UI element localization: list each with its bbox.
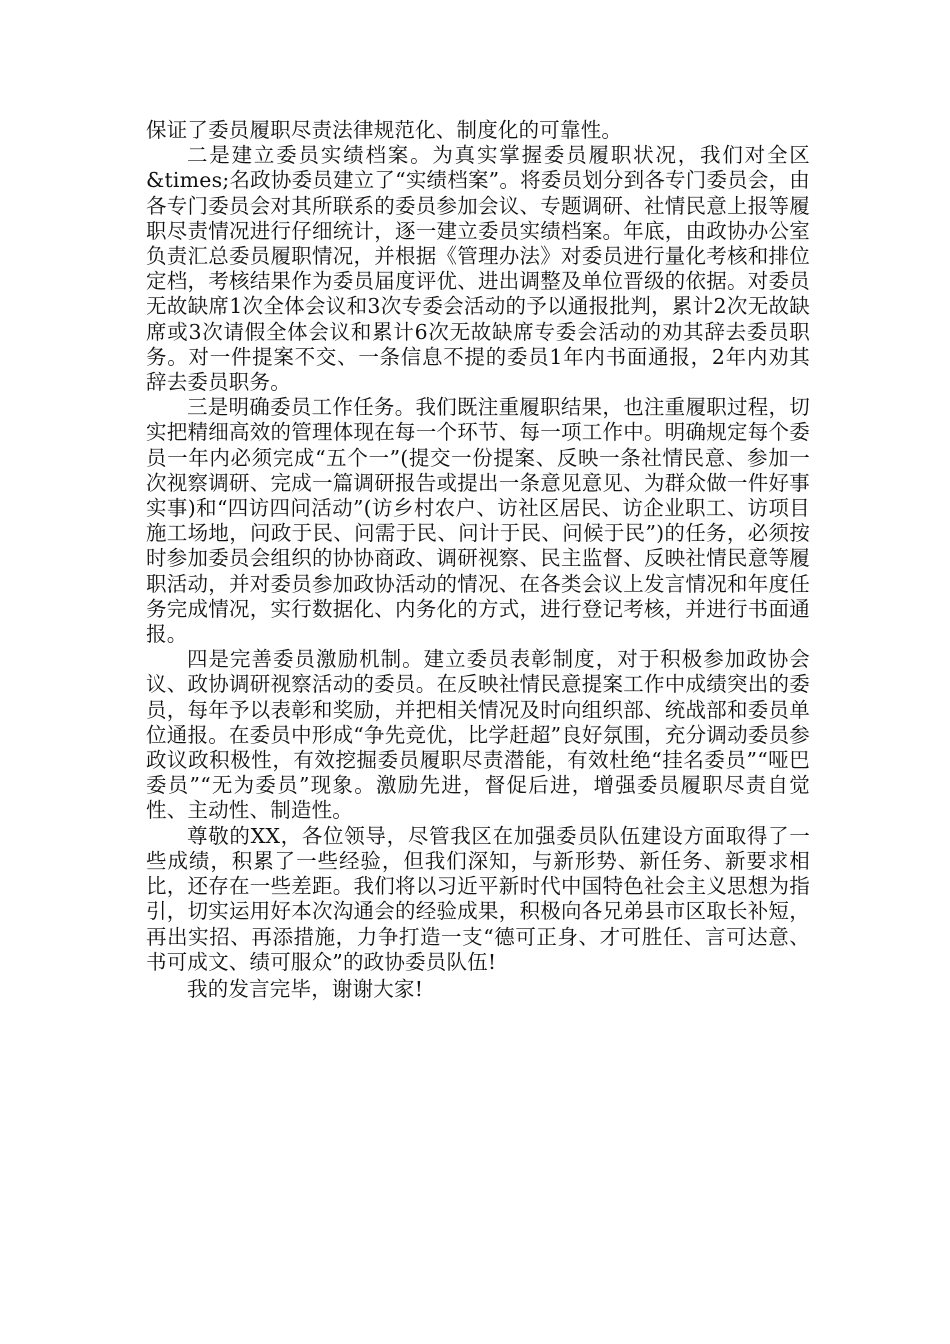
paragraph-conclusion: 尊敬的XX，各位领导，尽管我区在加强委员队伍建设方面取得了一些成绩，积累了一些经验，但我们深知，与新形势、新任务、新要求相比，还存在一些差距。我们将以习近平新时代中国特色社会主义思想为指引，切实运用好本次沟通会的经验成果，积极向各兄弟县市区取长补短，再出实招、再添措施，力争打造一支“德可正身、才可胜任、言可达意、书可成文、绩可服众”的政协委员队伍! xyxy=(146,823,810,974)
paragraph-work-tasks: 三是明确委员工作任务。我们既注重履职结果，也注重履职过程，切实把精细高效的管理体现在每一个环节、每一项工作中。明确规定每个委员一年内必须完成“五个一”(提交一份提案、反映一条社情民意、参加一次视察调研、完成一篇调研报告或提出一条意见意见、为群众做一件好事实事)和“四访四问活动”(访乡村农户、访社区居民、访企业职工、访项目施工场地，问政于民、问需于民、问计于民、问候于民”)的任务，必须按时参加委员会组织的协协商政、调研视察、民主监督、反映社情民意等履职活动，并对委员参加政协活动的情况、在各类会议上发言情况和年度任务完成情况，实行数据化、内务化的方式，进行登记考核，并进行书面通报。 xyxy=(146,395,810,647)
paragraph-performance-archive: 二是建立委员实绩档案。为真实掌握委员履职状况，我们对全区&times;名政协委员建立了“实绩档案”。将委员划分到各专门委员会，由各专门委员会对其所联系的委员参加会议、专题调研、社情民意上报等履职尽责情况进行仔细统计，逐一建立委员实绩档案。年底，由政协办公室负责汇总委员履职情况，并根据《管理办法》对委员进行量化考核和排位定档，考核结果作为委员届度评优、进出调整及单位晋级的依据。对委员无故缺席1次全体会议和3次专委会活动的予以通报批判，累计2次无故缺席或3次请假全体会议和累计6次无故缺席专委会活动的劝其辞去委员职务。对一件提案不交、一条信息不提的委员1年内书面通报，2年内劝其辞去委员职务。 xyxy=(146,143,810,395)
document-body xyxy=(146,118,810,1002)
paragraph-incentive-mechanism: 四是完善委员激励机制。建立委员表彰制度，对于积极参加政协会议、政协调研视察活动的委员。在反映社情民意提案工作中成绩突出的委员，每年予以表彰和奖励，并把相关情况及时向组织部、统战部和委员单位通报。在委员中形成“争先竞优，比学赶超”良好氛围，充分调动委员参政议政积极性，有效挖掘委员履职尽责潜能，有效杜绝“挂名委员”“哑巴委员”“无为委员”现象。激励先进，督促后进，增强委员履职尽责自觉性、主动性、制造性。 xyxy=(146,647,810,823)
paragraph-closing: 我的发言完毕，谢谢大家! xyxy=(187,976,424,1001)
paragraph-continuation: 保证了委员履职尽责法律规范化、制度化的可靠性。 xyxy=(146,118,623,142)
